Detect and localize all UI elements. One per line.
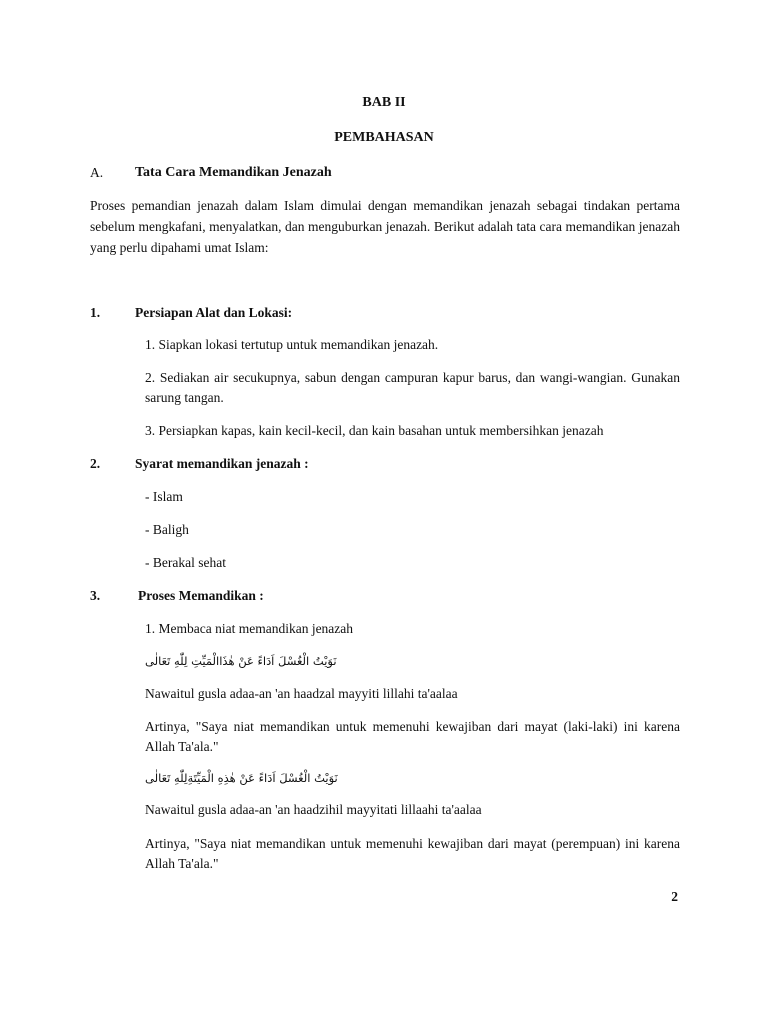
section-3-number: 3. bbox=[90, 588, 101, 603]
latin-intention-female: Nawaitul gusla adaa-an 'an haadzihil mayyitati lillaahi ta'aalaa bbox=[145, 802, 482, 817]
list-item: 1. Siapkan lokasi tertutup untuk memandikan jenazah. bbox=[145, 337, 439, 352]
page-number: 2 bbox=[671, 889, 678, 904]
meaning-female: Artinya, "Saya niat memandikan untuk memenuhi kewajiban dari mayat (perempuan) ini karena Allah Ta'ala." bbox=[145, 836, 680, 871]
latin-intention-male: Nawaitul gusla adaa-an 'an haadzal mayyiti lillahi ta'aalaa bbox=[145, 686, 458, 701]
list-item: - Islam bbox=[145, 489, 183, 504]
section-2-title: Syarat memandikan jenazah : bbox=[135, 456, 309, 471]
list-item: - Berakal sehat bbox=[145, 555, 226, 570]
list-item: 3. Persiapkan kapas, kain kecil-kecil, dan kain basahan untuk membersihkan jenazah bbox=[145, 423, 604, 438]
arabic-intention-male: نَوَيْتُ الْغُسْلَ اَدَاءً عَنْ هٰذَاالْمَيِّتِ لِلّٰهِ تَعَالٰى bbox=[145, 654, 337, 668]
chapter-heading: BAB II bbox=[362, 95, 406, 110]
meaning-male: Artinya, "Saya niat memandikan untuk memenuhi kewajiban dari mayat (laki-laki) ini karena Allah Ta'ala." bbox=[145, 719, 680, 754]
intro-paragraph: Proses pemandian jenazah dalam Islam dimulai dengan memandikan jenazah sebagai tindakan pertama sebelum mengkafani, menyalatkan, dan menguburkan jenazah. Berikut adalah tata cara memandikan jenazah yang perlu dipahami umat Islam: bbox=[90, 198, 680, 255]
section-1-title: Persiapan Alat dan Lokasi: bbox=[135, 305, 293, 320]
list-item: - Baligh bbox=[145, 522, 189, 537]
section-2-number: 2. bbox=[90, 456, 101, 471]
section-letter: A. bbox=[90, 165, 104, 180]
arabic-intention-female: نَوَيْتُ الْغُسْلَ اَدَاءً عَنْ هٰذِهِ الْمَيِّتَةِلِلّٰهِ تَعَالٰى bbox=[145, 771, 338, 785]
section-1-number: 1. bbox=[90, 305, 101, 320]
list-item: 2. Sediakan air secukupnya, sabun dengan campuran kapur barus, dan wangi-wangian. Gunakan sarung tangan. bbox=[145, 370, 680, 405]
chapter-title: PEMBAHASAN bbox=[334, 130, 434, 145]
list-item: 1. Membaca niat memandikan jenazah bbox=[145, 621, 354, 636]
section-3-title: Proses Memandikan : bbox=[138, 588, 264, 603]
section-title: Tata Cara Memandikan Jenazah bbox=[135, 165, 332, 180]
